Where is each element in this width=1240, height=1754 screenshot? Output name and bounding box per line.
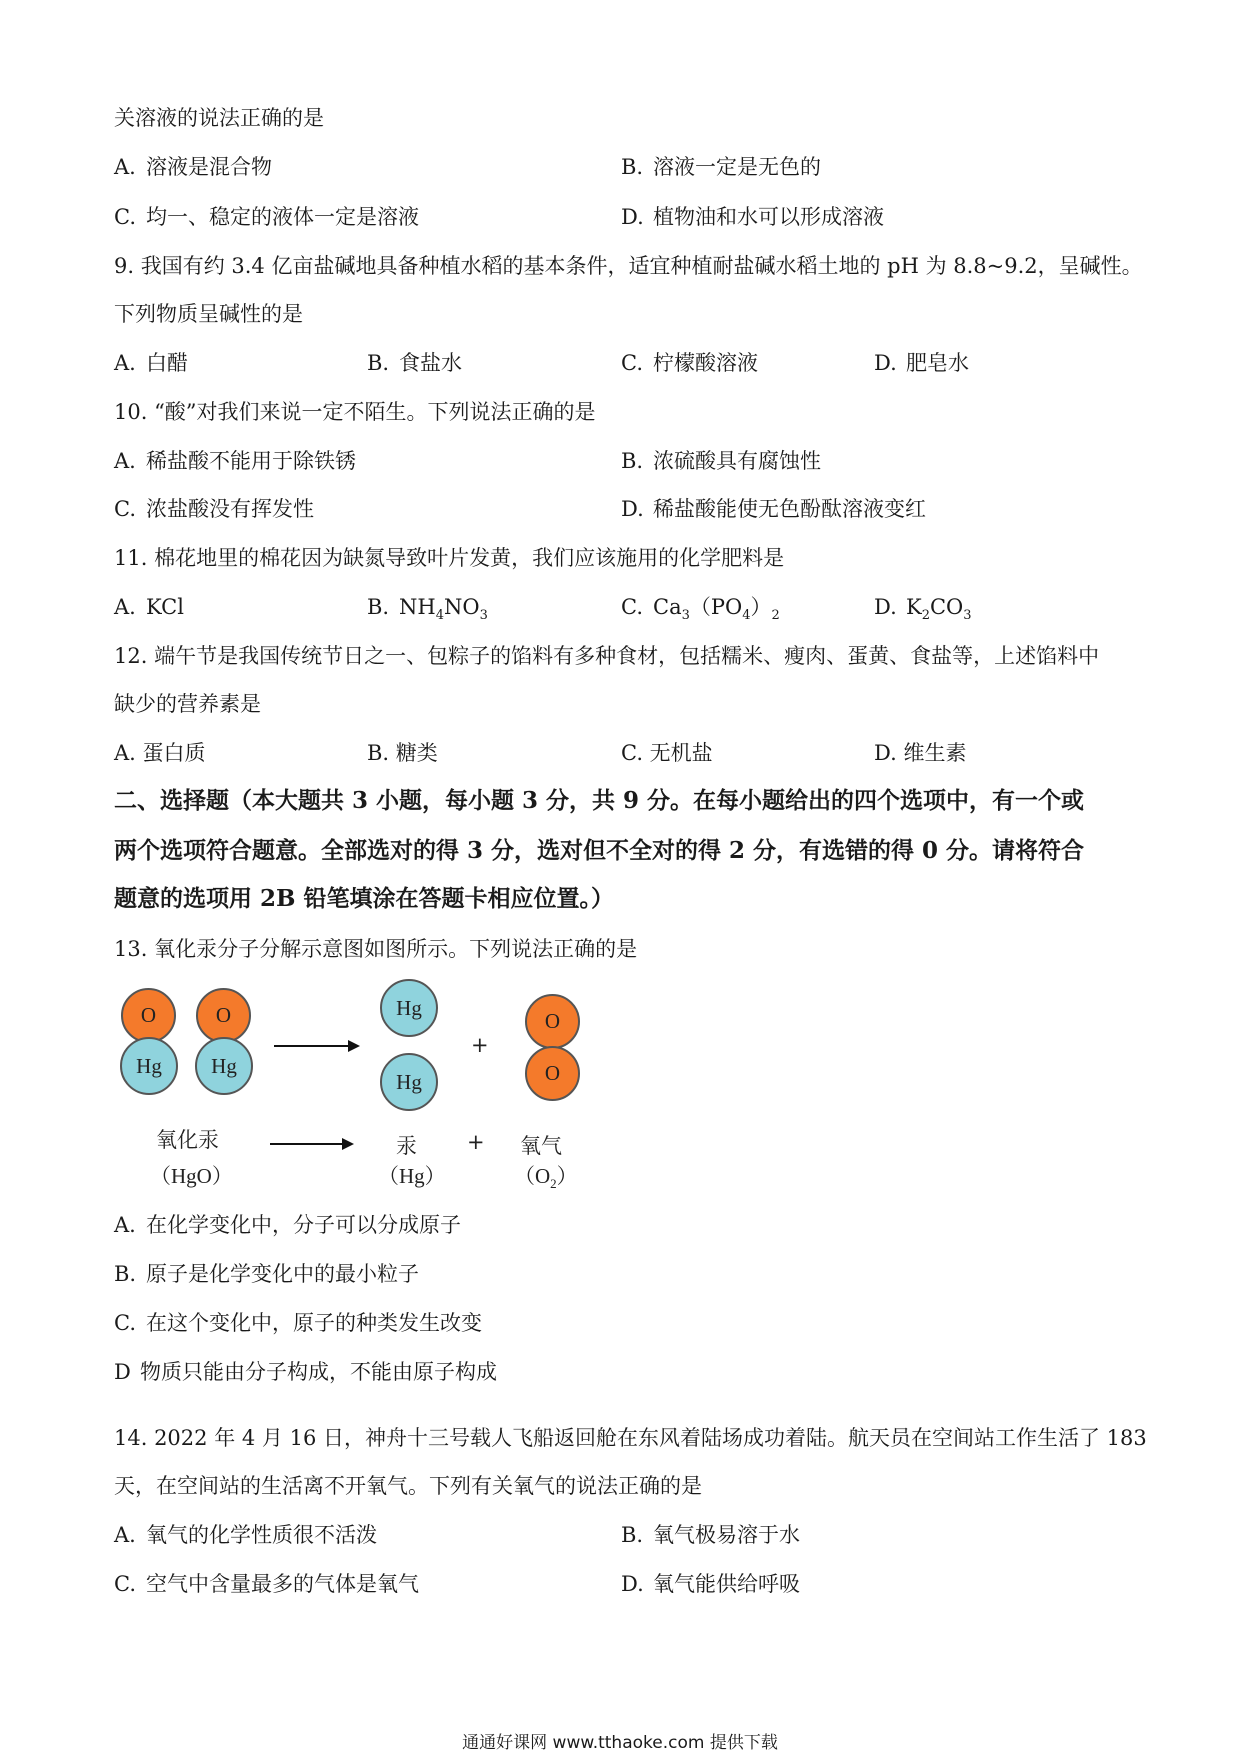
oxygen-atom: O bbox=[196, 988, 251, 1043]
q8-option-a: A. 溶液是混合物 bbox=[114, 155, 272, 179]
q12-stem-line2: 缺少的营养素是 bbox=[114, 692, 261, 716]
q12-option-c: C. 无机盐 bbox=[621, 741, 713, 765]
q14-option-c: C. 空气中含量最多的气体是氧气 bbox=[114, 1572, 419, 1596]
q13-option-d: D 物质只能由分子构成，不能由原子构成 bbox=[114, 1360, 497, 1384]
q9-option-d: D. 肥皂水 bbox=[874, 351, 969, 375]
q11-option-d: D. $K_2CO_3$ bbox=[874, 595, 972, 623]
q14-option-b: B. 氧气极易溶于水 bbox=[621, 1523, 800, 1547]
q9-option-b: B. 食盐水 bbox=[367, 351, 462, 375]
section2-heading-line2: 两个选项符合题意。全部选对的得 3 分，选对但不全对的得 2 分，有选错的得 0 分。请将符合 bbox=[114, 837, 1085, 864]
q11-option-a: A. KCl bbox=[114, 595, 184, 619]
q12-option-a: A. 蛋白质 bbox=[114, 741, 206, 765]
q14-option-a: A. 氧气的化学性质很不活泼 bbox=[114, 1523, 377, 1547]
formula-hgo: （HgO） bbox=[150, 1164, 233, 1188]
label-mercury-oxide: 氧化汞 bbox=[156, 1128, 219, 1152]
q14-stem-line2: 天，在空间站的生活离不开氧气。下列有关氧气的说法正确的是 bbox=[114, 1474, 702, 1498]
formula-hg: （Hg） bbox=[378, 1164, 446, 1188]
oxygen-atom: O bbox=[525, 1046, 580, 1101]
section2-heading-line3: 题意的选项用 2B 铅笔填涂在答题卡相应位置。） bbox=[114, 885, 614, 912]
q12-option-d: D. 维生素 bbox=[874, 741, 967, 765]
q14-option-d: D. 氧气能供给呼吸 bbox=[621, 1572, 800, 1596]
formula-o2: $(O_2)$ bbox=[514, 1164, 578, 1191]
q13-option-a: A. 在化学变化中，分子可以分成原子 bbox=[114, 1213, 461, 1237]
q13-option-b: B. 原子是化学变化中的最小粒子 bbox=[114, 1262, 419, 1286]
q8-option-c: C. 均一、稳定的液体一定是溶液 bbox=[114, 205, 419, 229]
q9-stem-line2: 下列物质呈碱性的是 bbox=[114, 302, 303, 326]
label-oxygen: 氧气 bbox=[520, 1134, 562, 1158]
q8-option-d: D. 植物油和水可以形成溶液 bbox=[621, 205, 884, 229]
oxygen-atom: O bbox=[525, 994, 580, 1049]
q12-option-b: B. 糖类 bbox=[367, 741, 438, 765]
oxygen-atom: O bbox=[121, 988, 176, 1043]
q10-option-b: B. 浓硫酸具有腐蚀性 bbox=[621, 449, 821, 473]
reaction-arrow bbox=[274, 1045, 358, 1047]
word-equation-arrow bbox=[270, 1143, 352, 1145]
mercury-atom: Hg bbox=[195, 1037, 253, 1095]
q10-stem: 10. “酸”对我们来说一定不陌生。下列说法正确的是 bbox=[114, 400, 596, 424]
q14-stem-line1: 14. 2022 年 4 月 16 日，神舟十三号载人飞船返回舱在东风着陆场成功着陆。航天员在空间站工作生活了 183 bbox=[114, 1426, 1147, 1450]
q13-option-c: C. 在这个变化中，原子的种类发生改变 bbox=[114, 1311, 482, 1335]
mercury-atom: Hg bbox=[380, 979, 438, 1037]
q11-option-c: C. $Ca_3(PO_4)_2$ bbox=[621, 595, 780, 623]
q9-option-c: C. 柠檬酸溶液 bbox=[621, 351, 758, 375]
mercury-atom: Hg bbox=[380, 1053, 438, 1111]
q10-option-a: A. 稀盐酸不能用于除铁锈 bbox=[114, 449, 356, 473]
plus-sign: + bbox=[467, 1130, 485, 1154]
section2-heading-line1: 二、选择题（本大题共 3 小题，每小题 3 分，共 9 分。在每小题给出的四个选项中，有一个或 bbox=[114, 787, 1085, 814]
q10-option-d: D. 稀盐酸能使无色酚酞溶液变红 bbox=[621, 497, 926, 521]
plus-sign: + bbox=[471, 1033, 489, 1057]
q13-stem: 13. 氧化汞分子分解示意图如图所示。下列说法正确的是 bbox=[114, 937, 638, 961]
q9-option-a: A. 白醋 bbox=[114, 351, 188, 375]
q12-stem-line1: 12. 端午节是我国传统节日之一、包粽子的馅料有多种食材，包括糯米、瘦肉、蛋黄、食盐等，上述馅料中 bbox=[114, 644, 1100, 668]
q10-option-c: C. 浓盐酸没有挥发性 bbox=[114, 497, 314, 521]
q11-stem: 11. 棉花地里的棉花因为缺氮导致叶片发黄，我们应该施用的化学肥料是 bbox=[114, 546, 785, 570]
q8-stem-continuation: 关溶液的说法正确的是 bbox=[114, 106, 324, 130]
mercury-atom: Hg bbox=[120, 1037, 178, 1095]
q11-option-b: B. $NH_4NO_3$ bbox=[367, 595, 488, 623]
page-footer: 通通好课网 www.tthaoke.com 提供下载 bbox=[462, 1733, 778, 1753]
label-mercury: 汞 bbox=[396, 1134, 417, 1158]
q8-option-b: B. 溶液一定是无色的 bbox=[621, 155, 821, 179]
q9-stem-line1: 9. 我国有约 3.4 亿亩盐碱地具备种植水稻的基本条件，适宜种植耐盐碱水稻土地的 pH 为 8.8~9.2，呈碱性。 bbox=[114, 254, 1143, 278]
